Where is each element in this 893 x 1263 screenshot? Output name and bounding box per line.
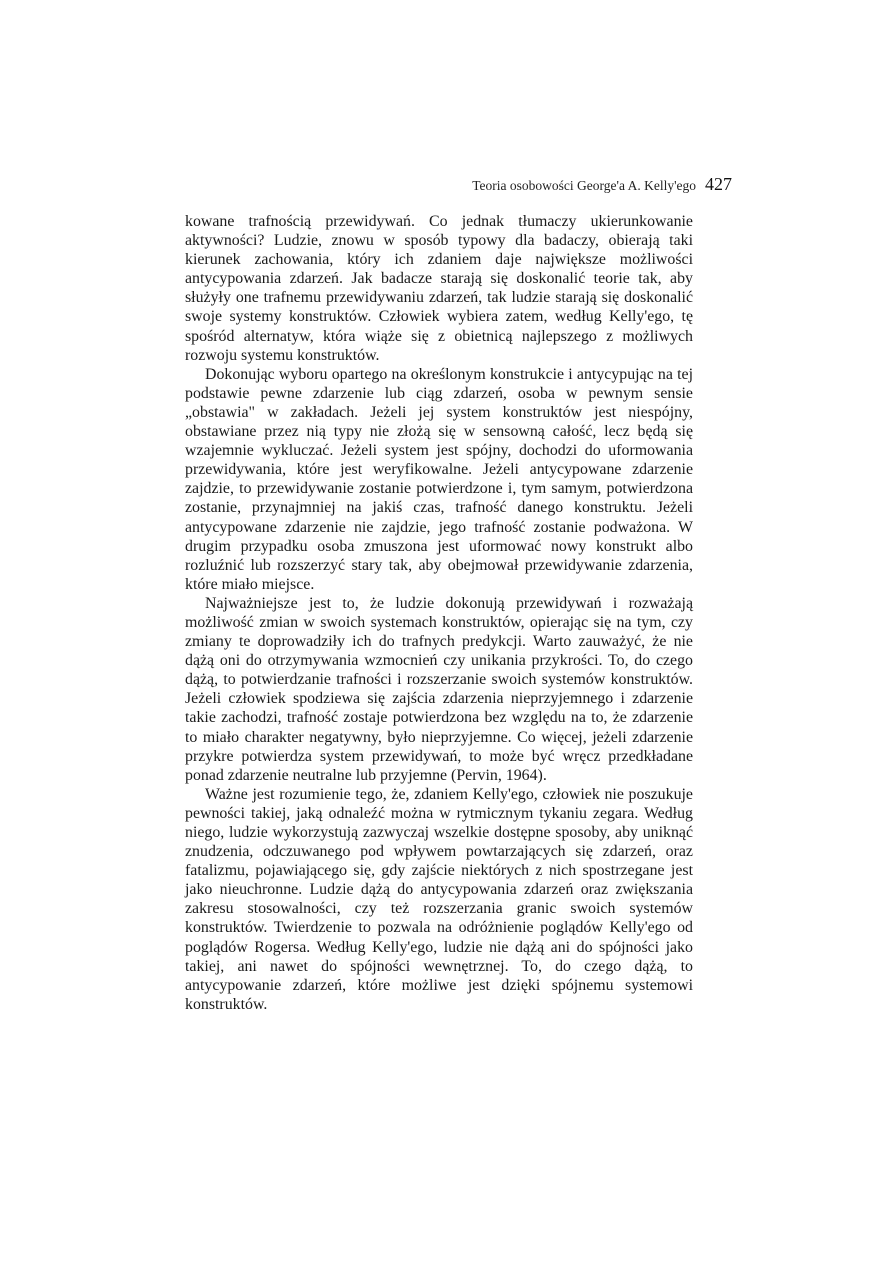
paragraph: Najważniejsze jest to, że ludzie dokonują przewidywań i rozważają możliwość zmian w swoich systemach konstruktów, opierając się na tym, czy zmiany te doprowadziły ich do trafnych predykcji. Warto zauważyć, że nie dążą oni do otrzymywania wzmocnień czy unikania przykrości. To, do czego dążą, to potwierdzanie trafności i rozszerzanie swoich systemów konstruktów. Jeżeli człowiek spodziewa się zajścia zdarzenia nieprzyjemnego i zdarzenie takie zachodzi, trafność zostaje potwierdzona bez względu na to, że zdarzenie to miało charakter negatywny, było nieprzyjemne. Co więcej, jeżeli zdarzenie przykre potwierdza system przewidywań, to może być wręcz przedkładane ponad zdarzenie neutralne lub przyjemne (Pervin, 1964).: [185, 594, 693, 784]
running-title: Teoria osobowości George'a A. Kelly'ego: [472, 178, 696, 193]
body-text: [185, 212, 693, 1014]
page-header: [470, 174, 732, 195]
page-number: 427: [705, 174, 732, 194]
paragraph: Ważne jest rozumienie tego, że, zdaniem Kelly'ego, człowiek nie poszukuje pewności takiej, jaką odnaleźć można w rytmicznym tykaniu zegara. Według niego, ludzie wykorzystują zazwyczaj wszelkie dostępne sposoby, aby uniknąć znudzenia, odczuwanego pod wpływem powtarzających się zdarzeń, oraz fatalizmu, pojawiającego się, gdy zajście niektórych z nich spostrzegane jest jako nieuchronne. Ludzie dążą do antycypowania zdarzeń oraz zwiększania zakresu stosowalności, czy też rozszerzania granic swoich systemów konstruktów. Twierdzenie to pozwala na odróżnienie poglądów Kelly'ego od poglądów Rogersa. Według Kelly'ego, ludzie nie dążą ani do spójności jako takiej, ani nawet do spójności wewnętrznej. To, do czego dążą, to antycypowanie zdarzeń, które możliwe jest dzięki spójnemu systemowi konstruktów.: [185, 785, 693, 1013]
paragraph: kowane trafnością przewidywań. Co jednak tłumaczy ukierunkowanie aktywności? Ludzie, znowu w sposób typowy dla badaczy, obierają taki kierunek zachowania, który ich zdaniem daje największe możliwości antycypowania zdarzeń. Jak badacze starają się doskonalić teorie tak, aby służyły one trafnemu przewidywaniu zdarzeń, tak ludzie starają się doskonalić swoje systemy konstruktów. Człowiek wybiera zatem, według Kelly'ego, tę spośród alternatyw, która wiąże się z obietnicą najlepszego z możliwych rozwoju systemu konstruktów.: [185, 213, 693, 364]
paragraph: Dokonując wyboru opartego na określonym konstrukcie i antycypując na tej podstawie pewne zdarzenie lub ciąg zdarzeń, osoba w pewnym sensie „obstawia" w zakładach. Jeżeli jej system konstruktów jest niespójny, obstawiane przez nią typy nie złożą się w sensowną całość, lecz będą się wzajemnie wykluczać. Jeżeli system jest spójny, dochodzi do uformowania przewidywania, które jest weryfikowalne. Jeżeli antycypowane zdarzenie zajdzie, to przewidywanie zostanie potwierdzone i, tym samym, potwierdzona zostanie, przynajmniej na jakiś czas, trafność danego konstruktu. Jeżeli antycypowane zdarzenie nie zajdzie, jego trafność zostanie podważona. W drugim przypadku osoba zmuszona jest uformować nowy konstrukt albo rozluźnić lub rozszerzyć stary tak, aby obejmował przewidywanie zdarzenia, które miało miejsce.: [185, 365, 693, 593]
